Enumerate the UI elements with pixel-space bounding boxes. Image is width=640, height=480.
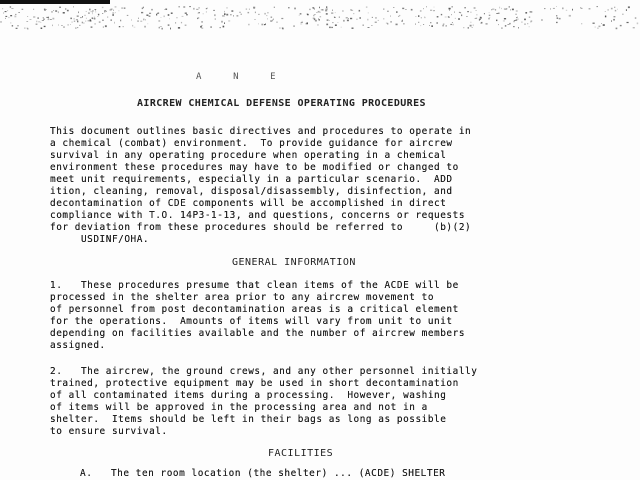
document-title: AIRCREW CHEMICAL DEFENSE OPERATING PROCEDURES <box>137 98 426 109</box>
intro-line: for deviation from these procedures should be referred to (b)(2) <box>50 222 472 233</box>
section-heading-general-information: GENERAL INFORMATION <box>232 257 356 268</box>
body-line: processed in the shelter area prior to any aircrew movement to <box>50 292 435 303</box>
intro-line: meet unit requirements, especially in a particular scenario. ADD <box>50 174 453 185</box>
body-line: depending on facilities available and the number of aircrew members <box>50 328 466 339</box>
intro-line: decontamination of CDE components will be accomplished in direct <box>50 198 447 209</box>
intro-line: survival in any operating procedure when operating in a chemical <box>50 150 447 161</box>
intro-line: USDINF/OHA. <box>50 234 150 245</box>
body-line: 1. These procedures presume that clean items of the ACDE will be <box>50 280 459 291</box>
section-heading-facilities: FACILITIES <box>268 448 334 459</box>
intro-line: compliance with T.O. 14P3-1-13, and questions, concerns or requests <box>50 210 466 221</box>
intro-line: ition, cleaning, removal, disposal/disassembly, disinfection, and <box>50 186 453 197</box>
scan-noise-header <box>0 0 640 34</box>
body-line: assigned. <box>50 340 106 351</box>
header-fragment: A N E <box>196 72 278 82</box>
body-line: 2. The aircrew, the ground crews, and any other personnel initially <box>50 366 478 377</box>
intro-line: This document outlines basic directives and procedures to operate in <box>50 126 472 137</box>
facilities-line: A. The ten room location (the shelter) ... (ACDE) SHELTER <box>80 468 446 479</box>
body-line: trained, protective equipment may be used in short decontamination <box>50 378 459 389</box>
body-line: of all contaminated items during a processing. However, washing <box>50 390 447 401</box>
body-line: for the operations. Amounts of items will vary from unit to unit <box>50 316 453 327</box>
body-line: shelter. Items should be left in their bags as long as possible <box>50 414 447 425</box>
intro-line: environment these procedures may have to be modified or changed to <box>50 162 459 173</box>
intro-line: a chemical (combat) environment. To provide guidance for aircrew <box>50 138 453 149</box>
body-line: of items will be approved in the processing area and not in a <box>50 402 428 413</box>
body-line: to ensure survival. <box>50 426 168 437</box>
body-line: of personnel from post decontamination areas is a critical element <box>50 304 459 315</box>
